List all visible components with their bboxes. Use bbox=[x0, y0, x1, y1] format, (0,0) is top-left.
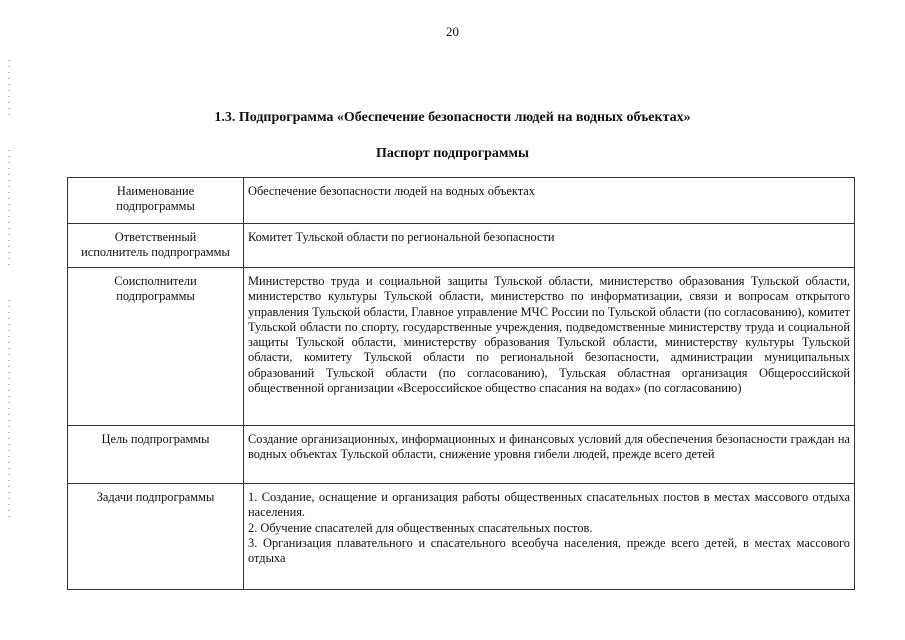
section-title: 1.3. Подпрограмма «Обеспечение безопасности людей на водных объектах» bbox=[214, 110, 691, 125]
row-label bbox=[68, 224, 244, 268]
label-line: подпрограммы bbox=[116, 289, 195, 304]
label-line: подпрограммы bbox=[116, 199, 195, 214]
row-value bbox=[244, 178, 855, 224]
label-line: Соисполнители bbox=[114, 274, 197, 288]
label-line: Ответственный bbox=[114, 230, 197, 244]
value-paragraph: 1. Создание, оснащение и организация работы общественных спасательных постов в местах массового отдыха населения. bbox=[248, 490, 850, 520]
page-number: 20 bbox=[446, 24, 459, 39]
row-value bbox=[244, 224, 855, 268]
row-value bbox=[244, 484, 855, 590]
row-value bbox=[244, 268, 855, 426]
table-row bbox=[68, 268, 855, 426]
row-label bbox=[68, 268, 244, 426]
value-paragraph: 3. Организация плавательного и спасательного всеобуча населения, прежде всего детей, в местах массового отдыха bbox=[248, 535, 850, 566]
passport-title: Паспорт подпрограммы bbox=[376, 146, 529, 161]
value-paragraph: 2. Обучение спасателей для общественных спасательных постов. bbox=[248, 520, 593, 535]
row-label bbox=[68, 484, 244, 590]
margin-dots bbox=[8, 300, 10, 520]
table-row bbox=[68, 224, 855, 268]
label-line: Задачи подпрограммы bbox=[96, 490, 215, 504]
label-line: Цель подпрограммы bbox=[101, 432, 210, 446]
row-label bbox=[68, 178, 244, 224]
table-row bbox=[68, 426, 855, 484]
row-label bbox=[68, 426, 244, 484]
margin-dots bbox=[8, 150, 10, 270]
label-line: исполнитель подпрограммы bbox=[81, 245, 230, 260]
value-paragraph: Создание организационных, информационных и финансовых условий для обеспечения безопасности граждан на водных объектах Тульской области, снижение уровня гибели людей, прежде всего детей bbox=[248, 432, 850, 462]
label-line: Наименование bbox=[116, 184, 195, 198]
value-paragraph: Комитет Тульской области по региональной безопасности bbox=[248, 230, 555, 244]
value-paragraph: Обеспечение безопасности людей на водных объектах bbox=[248, 184, 535, 198]
row-value bbox=[244, 426, 855, 484]
table-row bbox=[68, 484, 855, 590]
passport-table bbox=[67, 177, 855, 590]
table-row bbox=[68, 178, 855, 224]
value-paragraph: Министерство труда и социальной защиты Тульской области, министерство образования Тульской области, министерство культуры Тульской области, министерство по информатизации, связи и вопросам открытого управления Тульской области, Главное управление МЧС России по Тульской области (по согласованию), комитет Тульской области по спорту, государственные учреждения, подведомственные министерству труда и социальной защиты Тульской области, министерству образования Тульской области, министерству культуры Тульской области, комитету Тульской области по региональной безопасности, администрации муниципальных образований Тульской области (по согласованию), Тульская областная организация Общероссийской общественной организации «Всероссийское общество спасания на водах» (по согласованию) bbox=[248, 274, 850, 396]
